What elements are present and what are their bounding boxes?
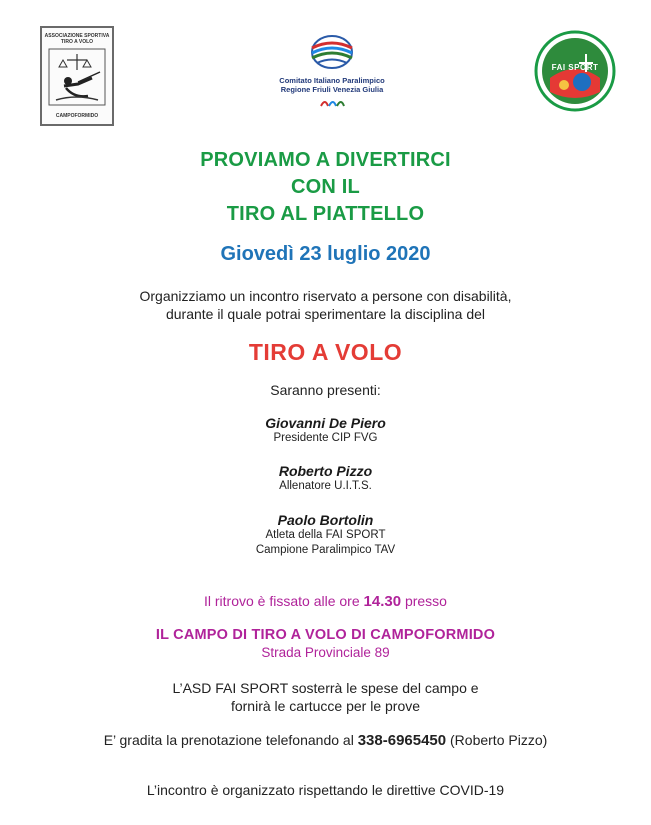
shooter-icon (48, 48, 106, 106)
title-line2: CON IL (291, 176, 360, 198)
person-role-secondary: Campione Paralimpico TAV (255, 544, 396, 556)
cip-line2: Regione Friuli Venezia Giulia (280, 85, 384, 94)
person-name: Roberto Pizzo (278, 463, 373, 479)
cip-globe-icon (305, 30, 359, 74)
meeting-hour: 14.30 (363, 593, 402, 610)
logo-left-bottom: CAMPOFORMIDO (55, 113, 99, 119)
discipline-heading: TIRO A VOLO (248, 339, 403, 365)
title-line1: PROVIAMO A DIVERTIRCI (200, 149, 451, 171)
intro-text (0, 287, 651, 323)
person-block (0, 463, 651, 494)
fai-sport-name: FAI SPORT (551, 63, 599, 72)
intro-line1: Organizziamo un incontro riservato a persone con disabilità, (139, 288, 512, 304)
presenti-label: Saranno presenti: (270, 382, 381, 398)
meeting-suffix: presso (401, 593, 447, 609)
event-date: Giovedì 23 luglio 2020 (220, 243, 431, 265)
person-name: Giovanni De Piero (265, 415, 386, 431)
booking-note (0, 731, 651, 750)
intro-line2: durante il quale potrai sperimentare la disciplina del (165, 306, 486, 322)
expenses-note (0, 679, 651, 715)
person-block (0, 415, 651, 446)
location-address: Strada Provinciale 89 (261, 645, 390, 660)
meeting-time (0, 593, 651, 610)
expenses-line2: fornirà le cartucce per le prove (230, 698, 421, 714)
person-name: Paolo Bortolin (277, 512, 374, 528)
covid-note: L’incontro è organizzato rispettando le direttive COVID-19 (146, 782, 505, 798)
logo-left-top-line1: ASSOCIAZIONE SPORTIVA (44, 33, 110, 39)
person-block (0, 512, 651, 558)
location-name: IL CAMPO DI TIRO A VOLO DI CAMPOFORMIDO (155, 627, 496, 643)
cip-line1: Comitato Italiano Paralimpico (279, 76, 385, 85)
agitos-icon (318, 97, 346, 109)
logo-left-top-line2: TIRO A VOLO (60, 39, 94, 45)
booking-phone: 338-6965450 (357, 732, 447, 749)
fai-sport-logo (534, 30, 616, 112)
person-role: Atleta della FAI SPORT (265, 529, 386, 541)
booking-suffix: (Roberto Pizzo) (446, 732, 548, 748)
person-role: Presidente CIP FVG (273, 432, 378, 444)
expenses-line1: L’ASD FAI SPORT sosterrà le spese del campo e (172, 680, 479, 696)
event-title (0, 147, 651, 228)
meeting-prefix: Il ritrovo è fissato alle ore (204, 593, 364, 609)
booking-prefix: E’ gradita la prenotazione telefonando al (103, 732, 358, 748)
title-line3: TIRO AL PIATTELLO (226, 203, 425, 225)
person-role: Allenatore U.I.T.S. (279, 480, 372, 492)
cip-fvg-logo (272, 30, 392, 120)
asd-tiro-a-volo-campoformido-logo (40, 26, 114, 126)
